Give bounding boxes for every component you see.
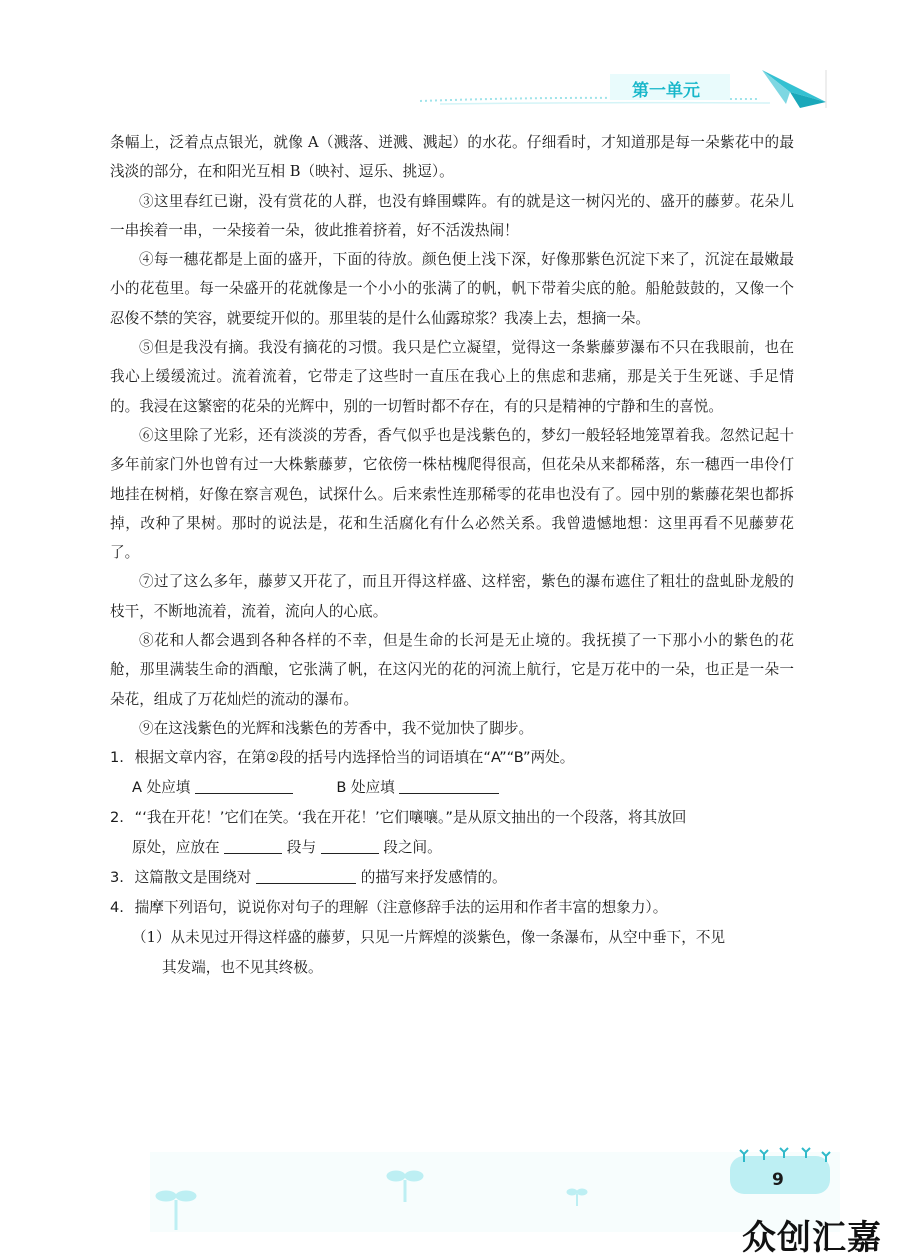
question-text: 段之间。 bbox=[383, 839, 442, 857]
answer-a-blank[interactable] bbox=[195, 777, 293, 794]
question-number: 3. bbox=[110, 869, 124, 887]
question-text: “‘我在开花！’它们在笑。‘我在开花！’它们嚷嚷。”是从原文抽出的一个段落，将其放回 bbox=[134, 809, 687, 827]
paragraph-7: ⑦过了这么多年，藤萝又开花了，而且开得这样盛、这样密，紫色的瀑布遮住了粗壮的盘虬卧龙般的枝干，不断地流着，流着，流向人的心底。 bbox=[110, 573, 794, 620]
answer-a-label: A 处应填 bbox=[132, 779, 191, 797]
brand-watermark: 众创汇嘉 bbox=[742, 1218, 882, 1258]
question-2-continued bbox=[110, 833, 794, 863]
paragraph-6: ⑥这里除了光彩，还有淡淡的芳香，香气似乎也是浅紫色的，梦幻一般轻轻地笼罩着我。忽然记起十多年前家门外也曾有过一大株紫藤萝，它依傍一株枯槐爬得很高，但花朵从来都稀落，东一穗西一串伶仃地挂在树梢，好像在察言观色，试探什么。后来索性连那稀零的花串也没有了。园中别的紫藤花架也都拆掉，改种了果树。那时的说法是，花和生活腐化有什么必然关系。我曾遗憾地想：这里再看不见藤萝花了。 bbox=[110, 426, 794, 562]
page-content bbox=[110, 128, 794, 983]
question-2 bbox=[110, 803, 794, 833]
paragraph-8: ⑧花和人都会遇到各种各样的不幸，但是生命的长河是无止境的。我抚摸了一下那小小的紫色的花舱，那里满装生命的酒酿，它张满了帆，在这闪光的花的河流上航行，它是万花中的一朵，也正是一朵一朵花，组成了万花灿烂的流动的瀑布。 bbox=[110, 632, 794, 708]
paragraph-5: ⑤但是我没有摘。我没有摘花的习惯。我只是伫立凝望，觉得这一条紫藤萝瀑布不只在我眼前，也在我心上缓缓流过。流着流着，它带走了这些时一直压在我心上的焦虑和悲痛，那是关于生死谜、手足情的。我浸在这繁密的花朵的光辉中，别的一切暂时都不存在，有的只是精神的宁静和生的喜悦。 bbox=[110, 339, 794, 415]
question-1-answers bbox=[110, 773, 794, 803]
page-footer bbox=[0, 1140, 899, 1258]
question-4-1 bbox=[110, 923, 794, 983]
question-text: 原处，应放在 bbox=[132, 839, 220, 857]
answer-b-label: B 处应填 bbox=[336, 779, 395, 797]
question-text: 这篇散文是围绕对 bbox=[134, 869, 252, 887]
answer-b-blank[interactable] bbox=[399, 777, 499, 794]
page-number: 9 bbox=[772, 1170, 784, 1190]
question-3 bbox=[110, 863, 794, 893]
paragraph-3: ③这里春红已谢，没有赏花的人群，也没有蜂围蝶阵。有的就是这一树闪光的、盛开的藤萝。花朵儿一串挨着一串，一朵接着一朵，彼此推着挤着，好不活泼热闹！ bbox=[110, 192, 794, 239]
sub-question-text-continued: 其发端，也不见其终极。 bbox=[162, 959, 323, 977]
paragraph-9: ⑨在这浅紫色的光辉和浅紫色的芳香中，我不觉加快了脚步。 bbox=[139, 719, 534, 737]
paragraph-4: ④每一穗花都是上面的盛开，下面的待放。颜色便上浅下深，好像那紫色沉淀下来了，沉淀在最嫩最小的花苞里。每一朵盛开的花就像是一个小小的张满了的帆，帆下带着尖底的舱。船舱鼓鼓的，又像一个忍俊不禁的笑容，就要绽开似的。那里装的是什么仙露琼浆？我凑上去，想摘一朵。 bbox=[110, 251, 794, 327]
unit-title: 第一单元 bbox=[632, 81, 700, 101]
sub-question-text: 从未见过开得这样盛的藤萝，只见一片辉煌的淡紫色，像一条瀑布，从空中垂下，不见 bbox=[170, 929, 726, 947]
question-1 bbox=[110, 743, 794, 773]
question-number: 4. bbox=[110, 899, 124, 917]
subject-blank[interactable] bbox=[256, 867, 356, 884]
question-text: 揣摩下列语句，说说你对句子的理解（注意修辞手法的运用和作者丰富的想象力）。 bbox=[134, 899, 668, 917]
page-header bbox=[0, 0, 899, 120]
paragraph-blank-2[interactable] bbox=[321, 837, 379, 854]
question-text: 的描写来抒发感情的。 bbox=[360, 869, 507, 887]
paragraph-blank-1[interactable] bbox=[224, 837, 282, 854]
sub-question-label: （1） bbox=[132, 929, 171, 947]
question-4 bbox=[110, 893, 794, 923]
question-text: 段与 bbox=[286, 839, 317, 857]
paper-plane-icon bbox=[762, 70, 826, 108]
question-text: 根据文章内容，在第②段的括号内选择恰当的词语填在“A”“B”两处。 bbox=[134, 749, 575, 767]
question-number: 1. bbox=[110, 749, 124, 767]
paragraph-2-continued: 条幅上，泛着点点银光，就像 A（溅落、迸溅、溅起）的水花。仔细看时，才知道那是每一朵紫花中的最浅淡的部分，在和阳光互相 B（映衬、逗乐、挑逗）。 bbox=[110, 134, 794, 181]
header-decoration bbox=[0, 0, 899, 120]
question-number: 2. bbox=[110, 809, 124, 827]
